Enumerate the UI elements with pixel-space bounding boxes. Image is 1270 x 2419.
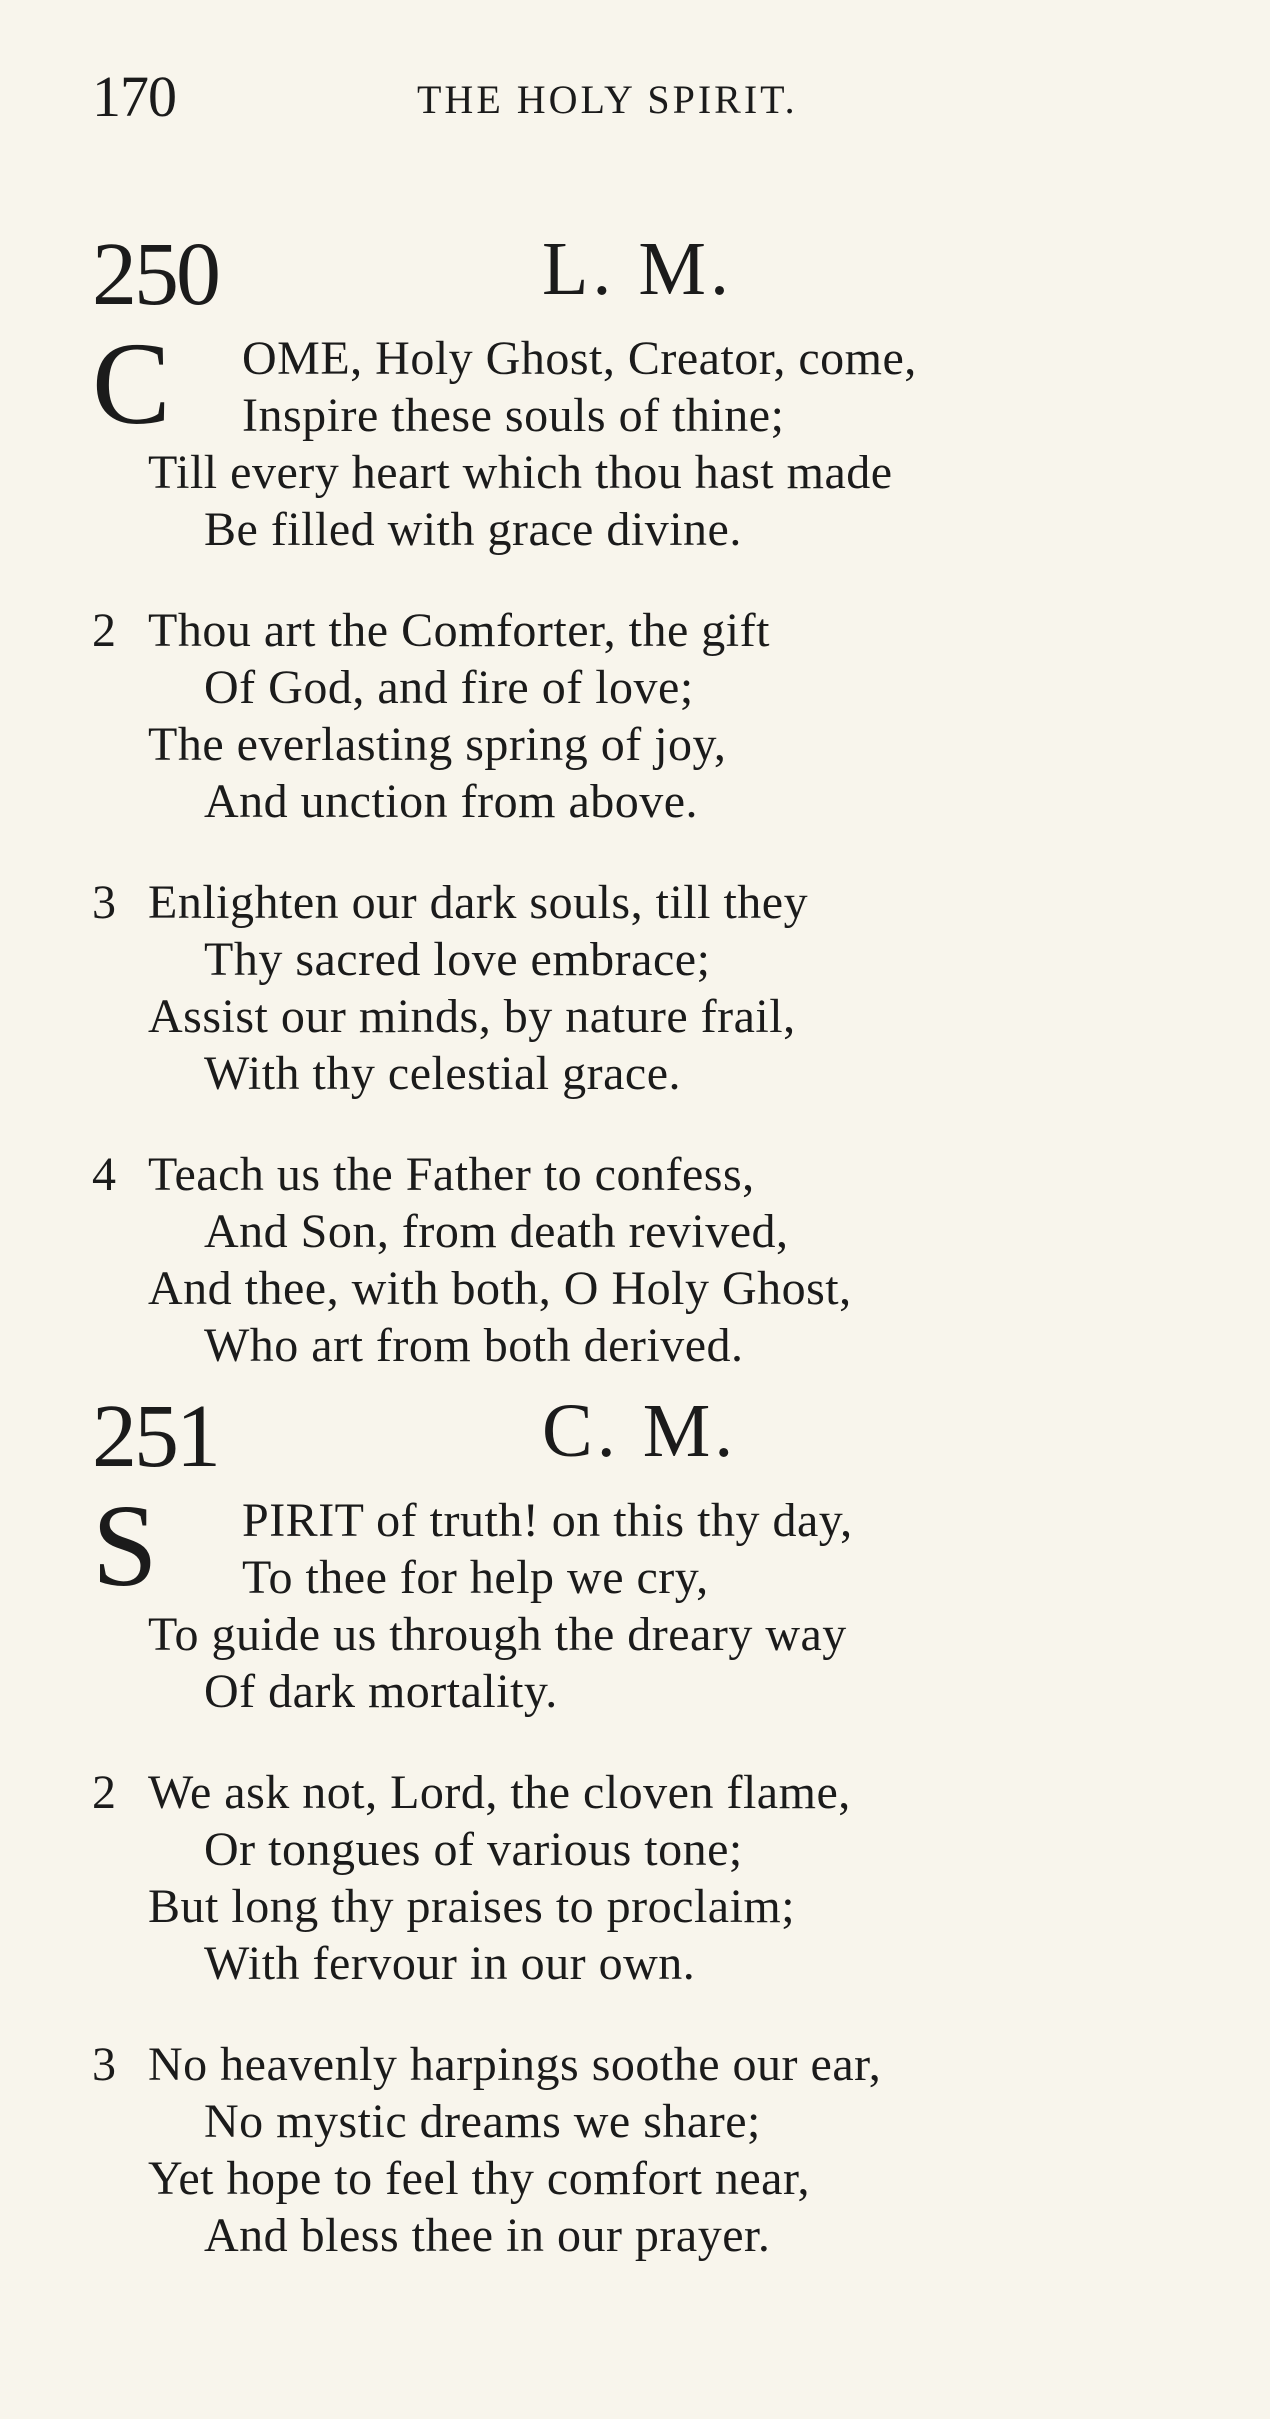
drop-cap: S [92,1480,158,1611]
running-head: THE HOLY SPIRIT. [417,77,798,122]
stanza-1 [92,1480,1192,1720]
verse-line: The everlasting spring of joy, [148,718,727,771]
hymn-meter: C. M. [542,1389,738,1473]
stanza-3 [92,874,1192,1102]
stanza-4 [92,1146,1192,1374]
verse-line: Teach us the Father to confess, [148,1148,755,1201]
stanza-2 [92,1764,1192,1992]
verse-line: Thy sacred love embrace; [204,933,711,986]
hymn-heading [92,220,1192,330]
verse-line: And unction from above. [204,775,699,828]
verse-line: Of God, and fire of love; [204,661,694,714]
verse-line: And bless thee in our prayer. [204,2209,771,2262]
stanza-number: 4 [92,1148,116,1201]
stanza-2 [92,602,1192,830]
verse-line: PIRIT of truth! on this thy day, [242,1494,853,1547]
hymn-number: 250 [92,225,218,324]
verse-line: We ask not, Lord, the cloven flame, [148,1766,851,1819]
verse-line: Yet hope to feel thy comfort near, [148,2152,811,2205]
verse-line: And thee, with both, O Holy Ghost, [148,1262,852,1315]
stanza-3 [92,2036,1192,2264]
hymn-251 [92,1382,1192,2308]
verse-line: Enlighten our dark souls, till they [148,876,809,929]
stanza-number: 2 [92,1766,116,1819]
verse-line: OME, Holy Ghost, Creator, come, [242,332,917,385]
verse-line: Or tongues of various tone; [204,1823,743,1876]
page-number: 170 [92,64,176,129]
verse-line: No mystic dreams we share; [204,2095,761,2148]
verse-line: Of dark mortality. [204,1665,558,1718]
verse-line: To guide us through the dreary way [148,1608,847,1661]
verse-line: But long thy praises to proclaim; [148,1880,796,1933]
verse-line: Thou art the Comforter, the gift [148,604,770,657]
page-header [92,62,1230,132]
stanza-1 [92,318,1192,558]
stanza-number: 2 [92,604,116,657]
hymn-heading [92,1382,1192,1492]
hymn-250 [92,220,1192,1418]
verse-line: And Son, from death revived, [204,1205,789,1258]
verse-line: Be filled with grace divine. [204,503,742,556]
stanza-number: 3 [92,2038,116,2091]
verse-line: Till every heart which thou hast made [148,446,893,499]
verse-line: To thee for help we cry, [242,1551,709,1604]
verse-line: Who art from both derived. [204,1319,744,1372]
verse-line: With thy celestial grace. [204,1047,682,1100]
stanza-number: 3 [92,876,116,929]
verse-line: No heavenly harpings soothe our ear, [148,2038,882,2091]
hymn-meter: L. M. [542,227,733,311]
hymn-number: 251 [92,1387,218,1486]
verse-line: With fervour in our own. [204,1937,696,1990]
drop-cap: C [92,318,171,449]
verse-line: Assist our minds, by nature frail, [148,990,796,1043]
verse-line: Inspire these souls of thine; [242,389,785,442]
